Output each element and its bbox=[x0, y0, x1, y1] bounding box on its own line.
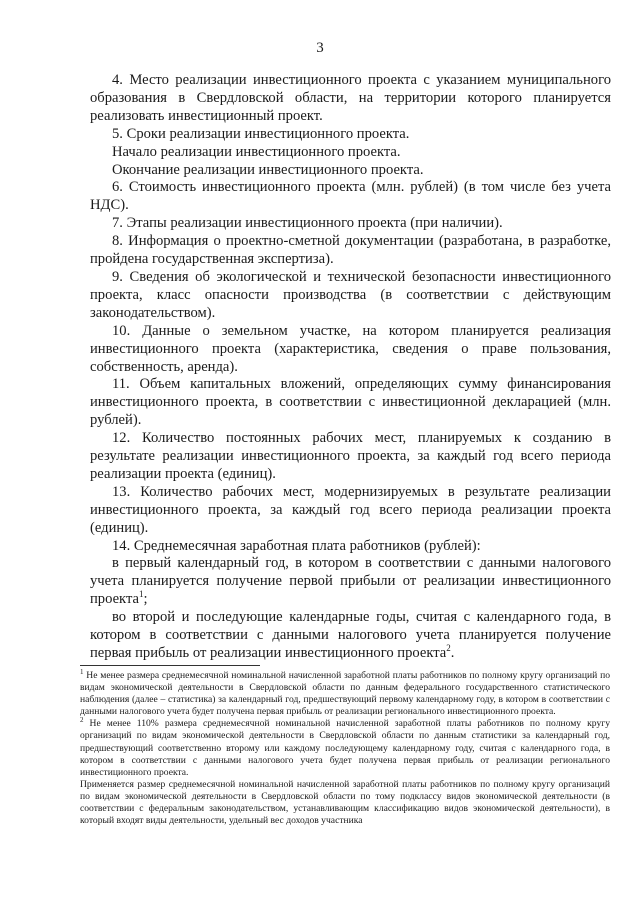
footnote-2-mark: 2 bbox=[80, 716, 84, 725]
document-body bbox=[90, 72, 611, 663]
footnote-ref-2: 2 bbox=[446, 643, 451, 654]
paragraph-7-stages: 7. Этапы реализации инвестиционного проекта (при наличии). bbox=[112, 215, 503, 232]
paragraph-11-capital: 11. Объем капитальных вложений, определяющих сумму финансирования инвестиционного проекта, в соответствии с инвестиционной декларацией (млн. рублей). bbox=[90, 376, 611, 429]
paragraph-13-modernized-jobs: 13. Количество рабочих мест, модернизируемых в результате реализации инвестиционного проекта, за каждый год всего периода реализации проекта (единиц). bbox=[90, 483, 611, 536]
footnotes bbox=[80, 667, 610, 827]
paragraph-14-subsequent-years bbox=[90, 609, 611, 663]
paragraph-5-timeline: 5. Сроки реализации инвестиционного проекта. bbox=[112, 125, 410, 142]
paragraph-5-start: Начало реализации инвестиционного проекта. bbox=[112, 143, 401, 160]
paragraph-8-documentation: 8. Информация о проектно-сметной документации (разработана, в разработке, пройдена государственная экспертиза). bbox=[90, 233, 611, 268]
footnote-1-mark: 1 bbox=[80, 667, 84, 676]
paragraph-10-land: 10. Данные о земельном участке, на котором планируется реализация инвестиционного проекта (характеристика, сведения о праве пользования, собственность, аренда). bbox=[90, 322, 611, 375]
footnote-divider bbox=[80, 665, 260, 666]
paragraph-12-new-jobs: 12. Количество постоянных рабочих мест, планируемых к созданию в результате реализации инвестиционного проекта, за каждый год всего периода реализации проекта (единиц). bbox=[90, 430, 611, 482]
footnote-1 bbox=[80, 667, 610, 718]
paragraph-6-cost: 6. Стоимость инвестиционного проекта (млн. рублей) (в том числе без учета НДС). bbox=[90, 179, 611, 214]
first-year-tail: ; bbox=[143, 591, 148, 608]
paragraph-14-first-year bbox=[90, 555, 611, 609]
page-number: 3 bbox=[316, 40, 324, 56]
subsequent-years-text: во второй и последующие календарные годы, считая с календарного года, в котором в соответствии с данными налогового учета планируется получение первая прибыль от реализации инвестиционного проекта bbox=[90, 609, 611, 661]
paragraph-14-salary: 14. Среднемесячная заработная плата работников (рублей): bbox=[112, 537, 481, 554]
paragraph-5-end: Окончание реализации инвестиционного проекта. bbox=[112, 161, 424, 178]
footnote-2 bbox=[80, 718, 610, 778]
footnote-continuation: Применяется размер среднемесячной номинальной начисленной заработной платы работников по полному кругу организаций по видам экономической деятельности в Свердловской области по тому подклассу видов экономической деятельности (в соответствии с федеральным законодательством, устанавливающим классификацию видов экономической деятельности), в который входят виды деятельности, удельный вес доходов участника bbox=[80, 778, 610, 827]
footnote-2-text: Не менее 110% размера среднемесячной номинальной начисленной заработной платы работников по полному кругу организаций по видам экономической деятельности в Свердловской области по данным статистики за календарный год, предшествующий соответственно второму или каждому последующему календарному году, считая с календарного года, в котором в соответствии с данными налогового учета будет получена первая прибыль от реализации регионального инвестиционного проекта. bbox=[80, 718, 610, 778]
first-year-text: в первый календарный год, в котором в соответствии с данными налогового учета планируется получение первой прибыли от реализации инвестиционного проекта bbox=[90, 555, 611, 608]
footnote-1-text: Не менее размера среднемесячной номинальной начисленной заработной платы работников по полному кругу организаций по видам экономической деятельности в Свердловской области по данным федерального государственного статистического наблюдения (далее – статистика) за календарный год, предшествующий первому календарному году, в котором в соответствии с данными налогового учета будет получена первая прибыль от реализации регионального инвестиционного проекта. bbox=[80, 670, 610, 718]
subsequent-years-tail: . bbox=[450, 645, 455, 661]
footnote-ref-1: 1 bbox=[139, 589, 144, 600]
paragraph-4-location: 4. Место реализации инвестиционного проекта с указанием муниципального образования в Свердловской области, на территории которого планируется реализовать инвестиционный проект. bbox=[90, 72, 611, 124]
paragraph-9-safety: 9. Сведения об экологической и технической безопасности инвестиционного проекта, класс опасности производства (в соответствии с действующим законодательством). bbox=[90, 268, 611, 321]
